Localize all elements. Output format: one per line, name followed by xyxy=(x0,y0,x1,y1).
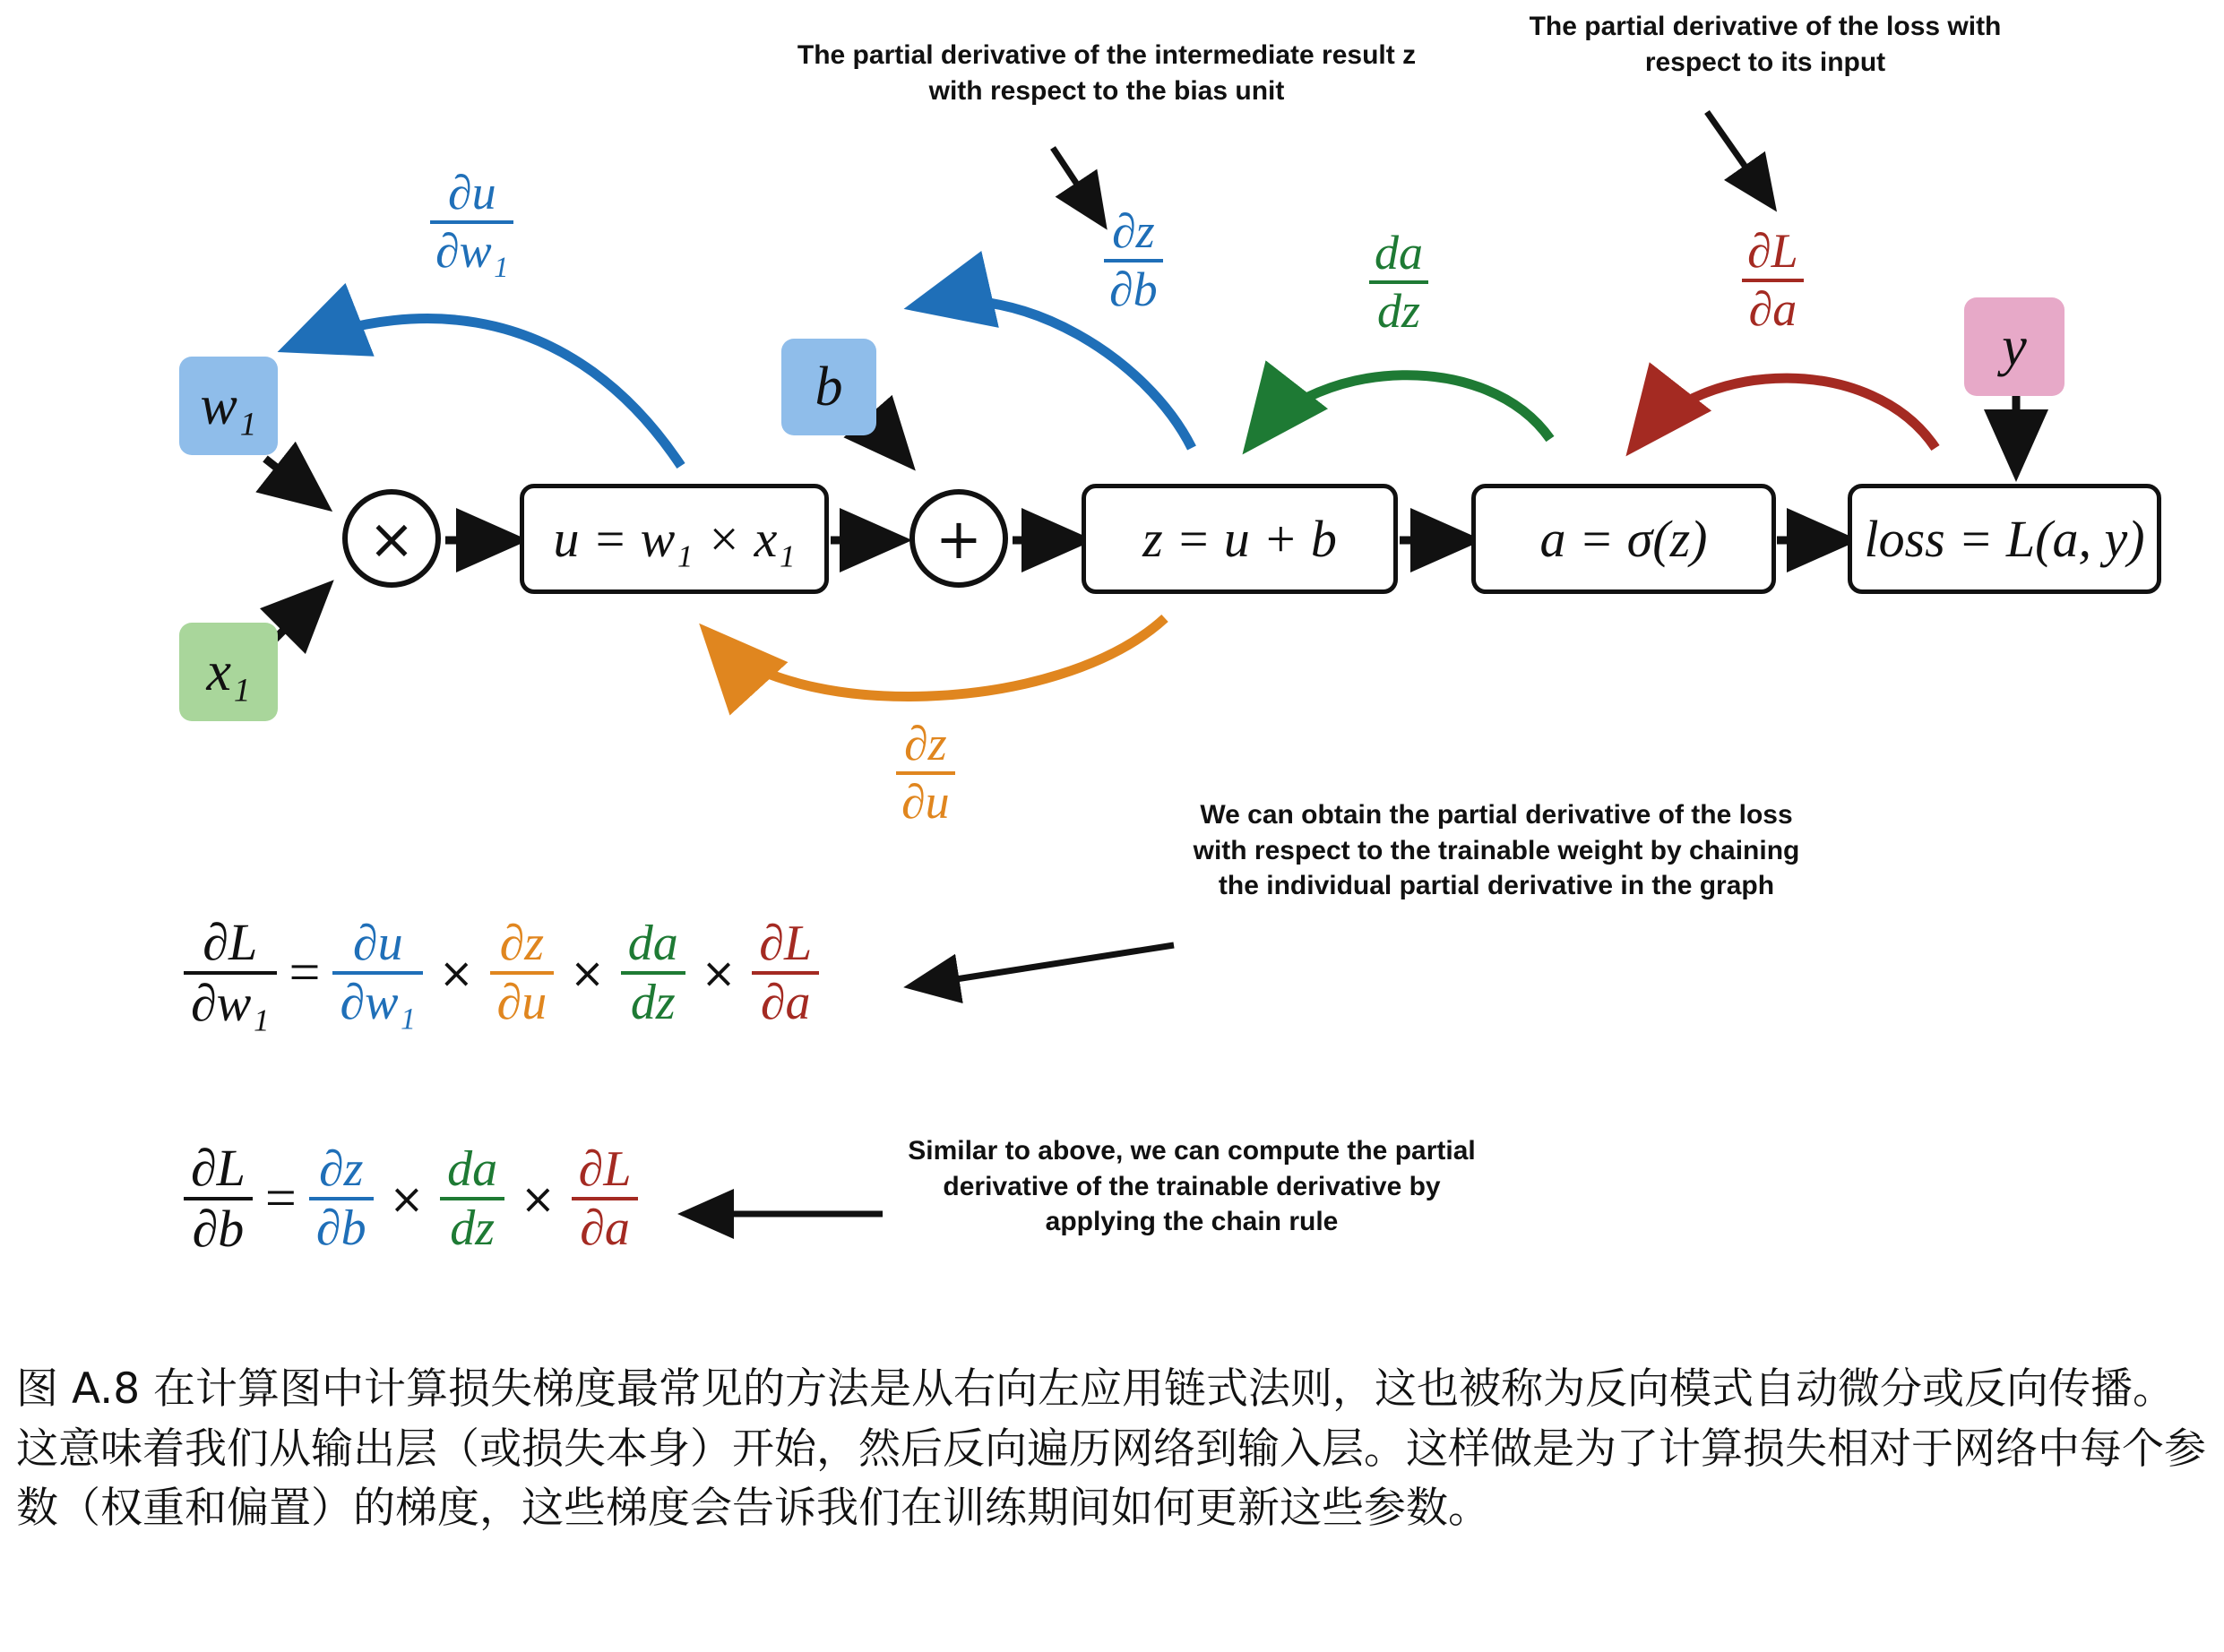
eq2-op-1: × xyxy=(389,1174,425,1224)
eq1-term2-den: ∂u xyxy=(496,975,547,1031)
node-w1-label: w₁ xyxy=(200,374,257,436)
grad-label-dz-db xyxy=(1104,204,1163,317)
eq2-term2-num: da xyxy=(447,1141,498,1198)
eq2-equals: = xyxy=(264,1167,297,1229)
grad-label-du-dw1-den: ∂w₁ xyxy=(435,224,509,279)
grad-label-dL-da xyxy=(1742,224,1804,337)
eq1-lhs-den: ∂w₁ xyxy=(191,974,270,1033)
node-w1 xyxy=(179,357,278,455)
node-a-label: a = σ(z) xyxy=(1539,510,1708,568)
eq1-term-du-dw1 xyxy=(332,916,423,1030)
grad-label-dz-du-num: ∂z xyxy=(903,717,947,770)
eq1-term4-den: ∂a xyxy=(760,975,811,1031)
plus-symbol: + xyxy=(935,505,982,572)
pointer-bias-note xyxy=(1053,148,1100,219)
pointer-chain-note xyxy=(916,945,1174,985)
eq2-term1-num: ∂z xyxy=(318,1141,364,1198)
eq2-term3-num: ∂L xyxy=(578,1141,632,1198)
grad-label-dz-du-den: ∂u xyxy=(901,775,950,830)
arrow-w1-to-mult xyxy=(265,459,320,502)
annotation-chain-note: We can obtain the partial derivative of the loss with respect to the trainable weight by chaining the individual partial derivative in the graph xyxy=(1193,800,1800,901)
node-x1 xyxy=(179,623,278,721)
multiply-symbol: × xyxy=(368,505,415,572)
grad-label-du-dw1-num: ∂u xyxy=(447,166,496,219)
eq1-term3-num: da xyxy=(627,916,678,972)
node-loss xyxy=(1848,484,2161,594)
eq2-term2-den: dz xyxy=(450,1200,495,1257)
equation-dL-dw1 xyxy=(184,914,819,1033)
eq2-lhs-num: ∂L xyxy=(191,1139,246,1197)
equation-dL-db xyxy=(184,1140,638,1259)
node-u-label: u = w₁ × x₁ xyxy=(553,510,796,568)
eq1-term1-num: ∂u xyxy=(352,916,403,972)
node-y xyxy=(1964,297,2065,396)
grad-arrow-da-dz xyxy=(1254,375,1550,439)
grad-label-da-dz-den: dz xyxy=(1376,284,1420,339)
eq1-term1-den: ∂w₁ xyxy=(340,975,416,1031)
node-add-op xyxy=(909,489,1008,588)
eq1-term-da-dz xyxy=(621,916,685,1030)
pointer-loss-note xyxy=(1707,112,1770,202)
node-b-label: b xyxy=(815,356,843,417)
eq1-term-dL-da xyxy=(752,916,819,1030)
eq1-lhs-num: ∂L xyxy=(203,913,258,971)
eq1-term2-num: ∂z xyxy=(499,916,545,972)
grad-label-dz-du xyxy=(896,717,955,830)
eq2-term3-den: ∂a xyxy=(580,1200,630,1257)
node-a xyxy=(1471,484,1776,594)
grad-label-dz-db-num: ∂z xyxy=(1111,204,1155,258)
eq2-term-dL-da xyxy=(572,1141,639,1256)
eq2-term-da-dz xyxy=(440,1141,504,1256)
eq2-lhs xyxy=(184,1140,253,1259)
eq1-op-1: × xyxy=(438,949,474,998)
grad-label-dz-db-den: ∂b xyxy=(1109,262,1158,317)
annotation-bias-chain-note: Similar to above, we can compute the partial derivative of the trainable derivative by applying the chain rule xyxy=(908,1136,1476,1237)
eq1-equals: = xyxy=(289,942,321,1003)
figure-caption: 图 A.8 在计算图中计算损失梯度最常见的方法是从右向左应用链式法则，这也被称为反向模式自动微分或反向传播。这意味着我们从输出层（或损失本身）开始，然后反向遍历网络到输入层。这样做是为了计算损失相对于网络中每个参数（权重和偏置）的梯度，这些梯度会告诉我们在训练期间如何更新这些参数。 xyxy=(16,1364,2206,1534)
eq1-term4-num: ∂L xyxy=(759,916,813,972)
grad-arrow-du-dw1 xyxy=(296,319,681,466)
grad-label-dL-da-den: ∂a xyxy=(1748,282,1797,337)
grad-label-da-dz xyxy=(1369,226,1428,339)
eq1-op-3: × xyxy=(701,949,737,998)
eq2-term1-den: ∂b xyxy=(315,1200,366,1257)
eq2-lhs-den: ∂b xyxy=(192,1200,245,1259)
eq1-term3-den: dz xyxy=(630,975,676,1031)
node-z xyxy=(1082,484,1398,594)
annotation-bias-note: The partial derivative of the intermediate result z with respect to the bias unit xyxy=(797,40,1417,106)
eq1-op-2: × xyxy=(570,949,605,998)
node-z-label: z = u + b xyxy=(1142,510,1337,568)
grad-label-dL-da-num: ∂L xyxy=(1747,224,1798,278)
node-loss-label: loss = L(a, y) xyxy=(1864,510,2145,568)
annotation-loss-note: The partial derivative of the loss with respect to its input xyxy=(1529,12,2002,77)
node-u xyxy=(520,484,829,594)
eq1-lhs xyxy=(184,914,277,1033)
grad-label-da-dz-num: da xyxy=(1375,226,1423,280)
node-x1-label: x₁ xyxy=(206,641,251,702)
eq1-term-dz-du xyxy=(490,916,555,1030)
grad-label-du-dw1 xyxy=(430,166,513,279)
node-b xyxy=(781,339,876,435)
eq2-op-2: × xyxy=(521,1174,556,1224)
grad-arrow-dL-da xyxy=(1638,378,1935,448)
grad-arrow-dz-db xyxy=(923,301,1192,448)
grad-arrow-dz-du xyxy=(712,618,1165,696)
eq2-term-dz-db xyxy=(309,1141,374,1256)
node-multiply-op xyxy=(342,489,441,588)
node-y-label: y xyxy=(2002,315,2027,377)
